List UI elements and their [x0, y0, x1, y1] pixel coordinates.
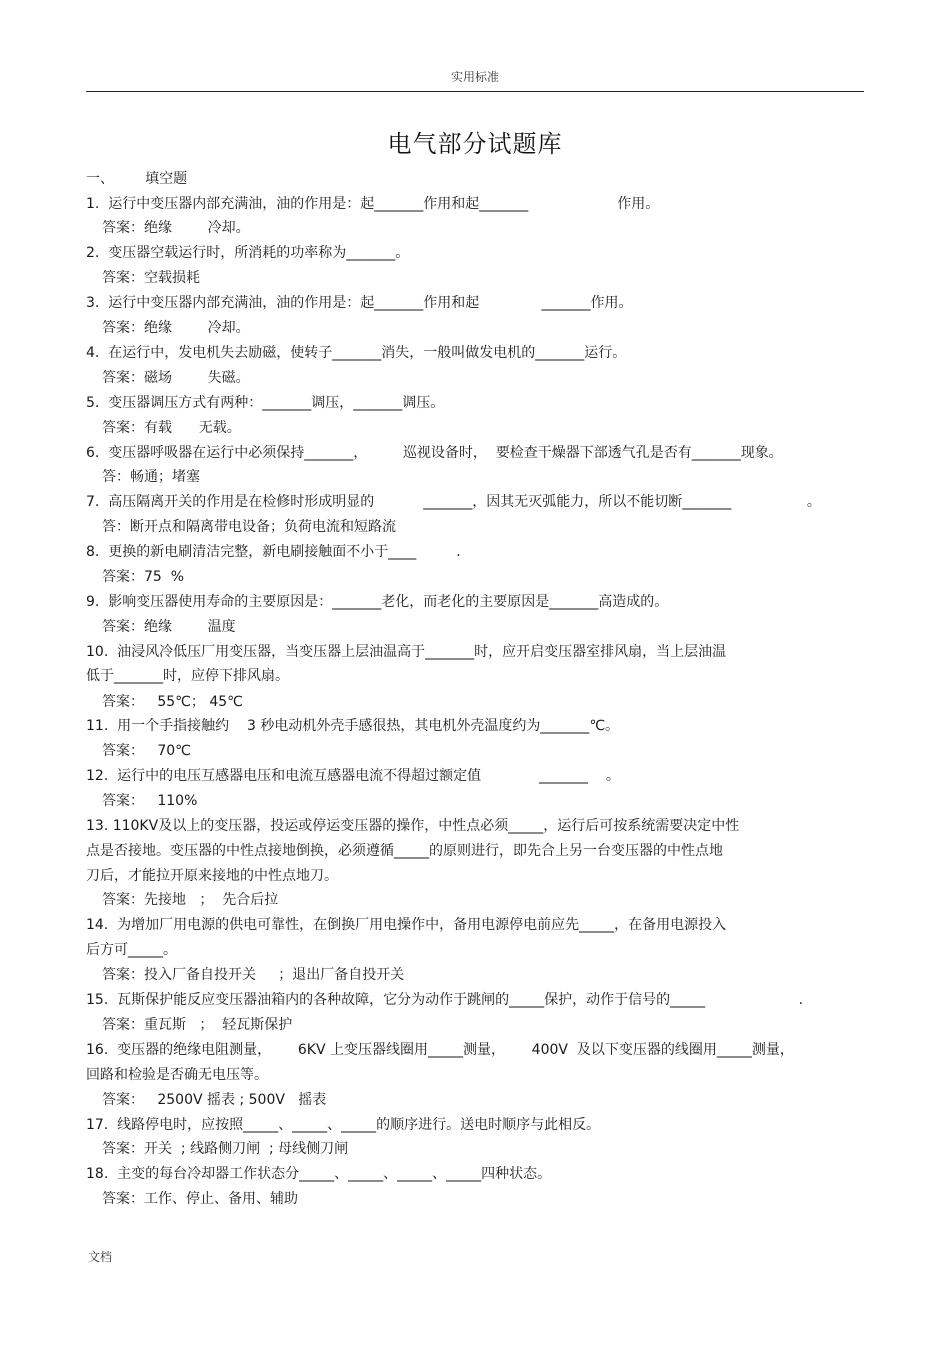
header-divider — [86, 91, 864, 92]
answer-17: 答案：开关 ; 线路侧刀闸 ; 母线侧刀闸 — [102, 1141, 349, 1157]
answer-16: 答案： 2500V 摇表 ; 500V 摇表 — [102, 1092, 327, 1108]
question-5: 5. 变压器调压方式有两种：_______调压，_______调压。 — [86, 395, 445, 411]
question-16-cont: 回路和检验是否确无电压等。 — [86, 1067, 268, 1083]
page-footer: 文档 — [88, 1250, 113, 1264]
question-13: 13. 110KV及以上的变压器，投运或停运变压器的操作，中性点必须_____，运行后可按系统需要决定中性 — [86, 818, 740, 834]
question-11: 11. 用一个手指接触约 3 秒电动机外壳手感很热，其电机外壳温度约为_______℃。 — [86, 718, 620, 734]
answer-7: 答：断开点和隔离带电设备；负荷电流和短路流 — [102, 519, 396, 535]
page-header: 实用标准 — [450, 70, 499, 84]
section-heading: 一、 填空题 — [86, 171, 188, 187]
answer-11: 答案： 70℃ — [102, 743, 191, 759]
answer-5: 答案：有载 无载。 — [102, 420, 241, 436]
answer-12: 答案： 110% — [102, 793, 198, 809]
question-10: 10. 油浸风冷低压厂用变压器，当变压器上层油温高于_______时，应开启变压器室排风扇，当上层油温 — [86, 644, 727, 660]
answer-3: 答案：绝缘 冷却。 — [102, 320, 250, 336]
question-13-cont-2: 刀后，才能拉开原来接地的中性点地刀。 — [86, 868, 338, 884]
question-16: 16. 变压器的绝缘电阻测量， 6KV 上变压器线圈用_____测量， 400V 及以下变压器的线圈用_____测量， — [86, 1042, 794, 1058]
question-15: 15. 瓦斯保护能反应变压器油箱内的各种故障，它分为动作于跳闸的_____保护，动作于信号的_____ . — [86, 992, 804, 1008]
question-6: 6. 变压器呼吸器在运行中必须保持_______， 巡视设备时， 要检查干燥器下部透气孔是否有_______现象。 — [86, 445, 783, 461]
question-10-cont: 低于_______时，应停下排风扇。 — [86, 668, 289, 684]
question-7: 7. 高压隔离开关的作用是在检修时形成明显的 _______，因其无灭弧能力，所以不能切断_______ 。 — [86, 494, 821, 510]
question-1: 1. 运行中变压器内部充满油，油的作用是：起_______作用和起_______ 作用。 — [86, 196, 660, 212]
question-4: 4. 在运行中，发电机失去励磁，使转子_______消失，一般叫做发电机的_______运行。 — [86, 345, 627, 361]
answer-6: 答：畅通；堵塞 — [102, 469, 200, 485]
question-18: 18. 主变的每台冷却器工作状态分_____、_____、_____、_____四种状态。 — [86, 1166, 552, 1182]
document-title: 电气部分试题库 — [387, 130, 563, 158]
answer-4: 答案：磁场 失磁。 — [102, 370, 250, 386]
question-14: 14. 为增加厂用电源的供电可靠性，在倒换厂用电操作中，备用电源停电前应先_____，在备用电源投入 — [86, 917, 727, 933]
answer-18: 答案：工作、停止、备用、辅助 — [102, 1191, 298, 1207]
answer-13: 答案：先接地 ； 先合后拉 — [102, 892, 279, 908]
answer-10: 答案： 55℃； 45℃ — [102, 694, 243, 710]
question-13-cont-1: 点是否接地。变压器的中性点接地倒换，必须遵循_____的原则进行，即先合上另一台变压器的中性点地 — [86, 843, 723, 859]
question-8: 8. 更换的新电刷清洁完整，新电刷接触面不小于____ . — [86, 544, 461, 560]
question-14-cont: 后方可_____。 — [86, 942, 177, 958]
question-2: 2. 变压器空载运行时，所消耗的功率称为_______。 — [86, 245, 410, 261]
question-3: 3. 运行中变压器内部充满油，油的作用是：起_______作用和起 _______作用。 — [86, 295, 633, 311]
answer-15: 答案：重瓦斯 ； 轻瓦斯保护 — [102, 1017, 293, 1033]
question-9: 9. 影响变压器使用寿命的主要原因是：_______老化，而老化的主要原因是_______高造成的。 — [86, 594, 669, 610]
answer-9: 答案：绝缘 温度 — [102, 619, 236, 635]
answer-8: 答案：75 % — [102, 569, 185, 585]
answer-1: 答案：绝缘 冷却。 — [102, 220, 250, 236]
answer-14: 答案：投入厂备自投开关 ；退出厂备自投开关 — [102, 967, 405, 983]
question-12: 12. 运行中的电压互感器电压和电流互感器电流不得超过额定值 _______ 。 — [86, 768, 620, 784]
answer-2: 答案：空载损耗 — [102, 270, 200, 286]
question-17: 17. 线路停电时，应按照_____、_____、_____的顺序进行。送电时顺序与此相反。 — [86, 1117, 601, 1133]
